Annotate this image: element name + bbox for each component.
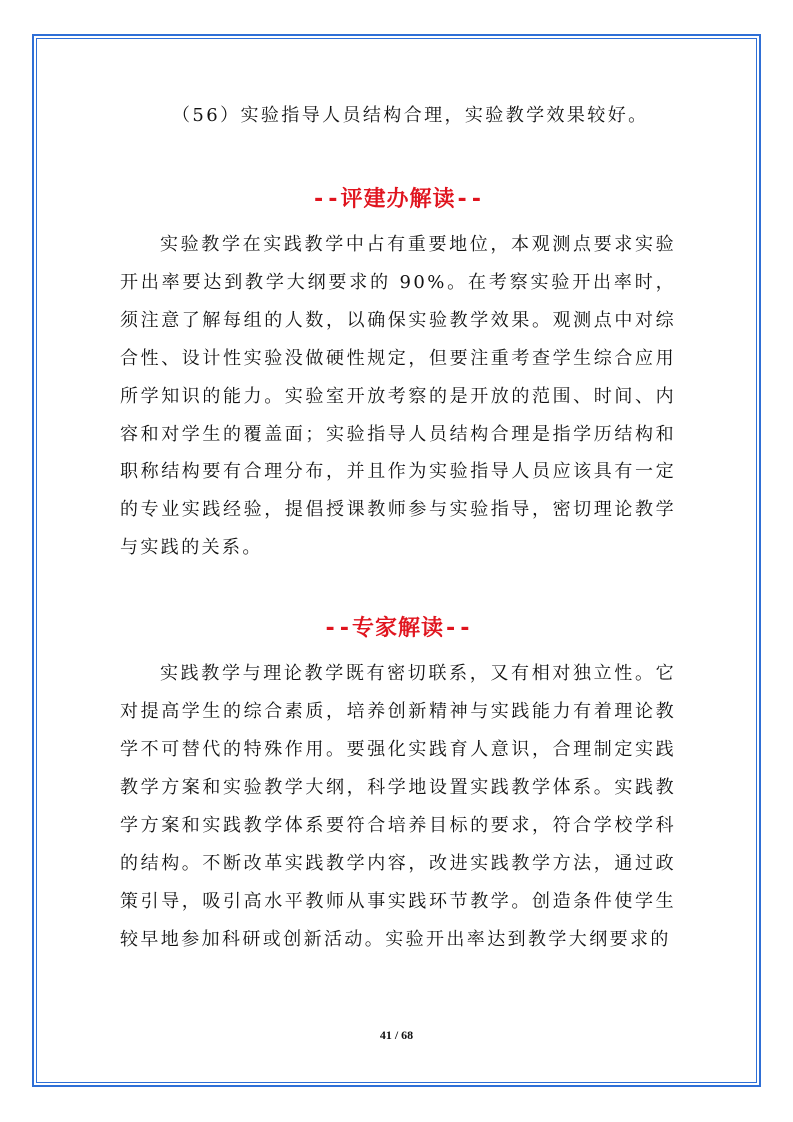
page-number: 41 / 68	[379, 1028, 414, 1042]
section-heading-evaluation-office: --评建办解读--	[312, 187, 484, 212]
section-paragraph-expert: 实践教学与理论教学既有密切联系，又有相对独立性。它对提高学生的综合素质，培养创新精神与实践能力有着理论教学不可替代的特殊作用。要强化实践育人意识，合理制定实践教学方案和实验教学大纲，科学地设置实践教学体系。实践教学方案和实践教学体系要符合培养目标的要求，符合学校学科的结构。不断改革实践教学内容，改进实践教学方法，通过政策引导，吸引高水平教师从事实践环节教学。创造条件使学生较早地参加科研或创新活动。实验开出率达到教学大纲要求的	[120, 663, 676, 950]
document-body	[120, 98, 676, 958]
section-paragraph-evaluation-office: 实验教学在实践教学中占有重要地位，本观测点要求实验开出率要达到教学大纲要求的 90%。在考察实验开出率时，须注意了解每组的人数，以确保实验教学效果。观测点中对综合性、设计性实验没做硬性规定，但要注重考查学生综合应用所学知识的能力。实验室开放考察的是开放的范围、时间、内容和对学生的覆盖面；实验指导人员结构合理是指学历结构和职称结构要有合理分布，并且作为实验指导人员应该具有一定的专业实践经验，提倡授课教师参与实验指导，密切理论教学与实践的关系。	[120, 234, 676, 559]
section-heading-expert: --专家解读--	[323, 616, 473, 642]
item-56-text: （56）实验指导人员结构合理，实验教学效果较好。	[172, 105, 649, 126]
